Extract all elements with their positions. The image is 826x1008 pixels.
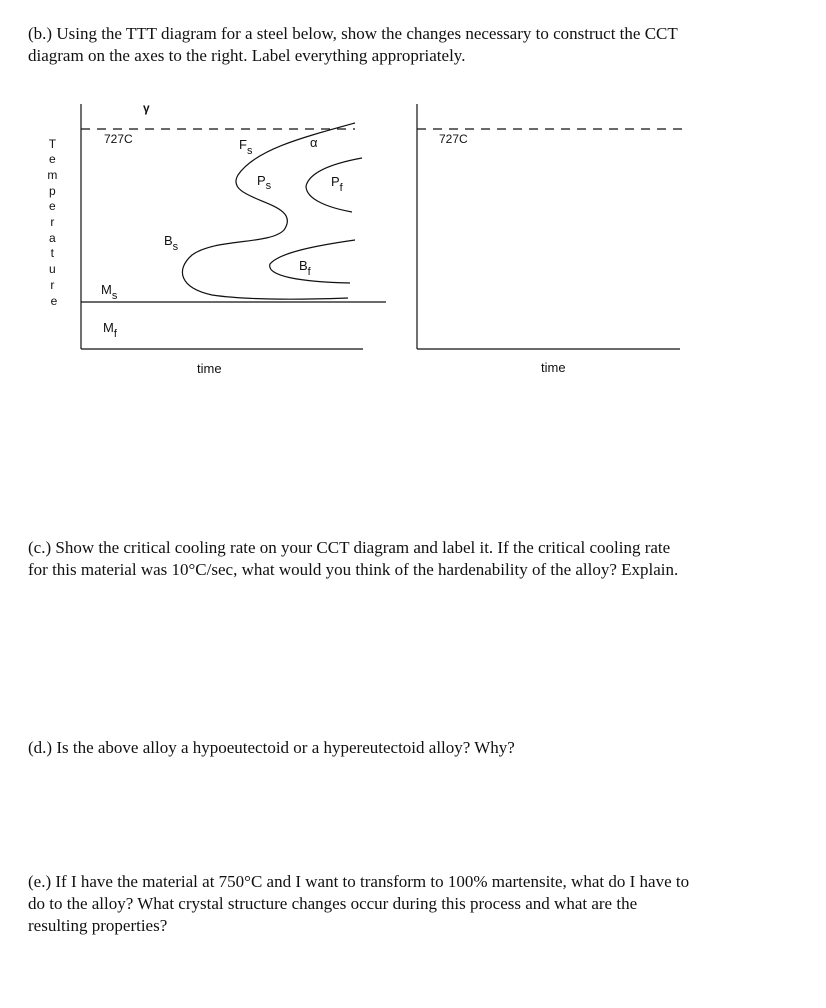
gamma-label: γ: [143, 101, 150, 115]
pearlite-finish-label: $P_f$: [331, 174, 343, 194]
question-d-line-1: (d.) Is the above alloy a hypoeutectoid or a hypereutectoid alloy? Why?: [28, 738, 515, 757]
cct-x-axis-label: time: [541, 360, 566, 375]
ttt-y-axis-label: T e m p e r a t u r e: [47, 137, 58, 308]
cct-labels: [439, 132, 566, 375]
diagrams: [0, 0, 826, 400]
ttt-bainite-finish-curve: [270, 240, 355, 283]
question-e-line-3: resulting properties?: [28, 916, 168, 935]
ttt-eutectoid-label: 727C: [104, 132, 133, 146]
ferrite-start-label: $F_s$: [239, 137, 253, 157]
question-b-line-1: (b.) Using the TTT diagram for a steel below, show the changes necessary to construct the CCT: [28, 24, 678, 43]
question-d: [28, 737, 798, 759]
alpha-label: α: [310, 135, 318, 150]
question-e-line-1: (e.) If I have the material at 750°C and I want to transform to 100% martensite, what do I have to: [28, 872, 690, 891]
question-e-line-2: do to the alloy? What crystal structure changes occur during this process and what are the: [28, 894, 638, 913]
bainite-finish-label: $B_f$: [299, 258, 311, 278]
question-c-line-2: for this material was 10°C/sec, what would you think of the hardenability of the alloy? Explain.: [28, 560, 679, 579]
martensite-start-label: $M_s$: [101, 282, 118, 302]
question-c-line-1: (c.) Show the critical cooling rate on your CCT diagram and label it. If the critical cooling rate: [28, 538, 671, 557]
ttt-labels: [47, 101, 343, 376]
bainite-start-label: $B_s$: [164, 233, 179, 253]
martensite-finish-label: $M_f$: [103, 320, 117, 340]
question-e: [28, 871, 798, 937]
cct-eutectoid-label: 727C: [439, 132, 468, 146]
pearlite-start-label: $P_s$: [257, 173, 272, 192]
question-b-line-2: diagram on the axes to the right. Label everything appropriately.: [28, 46, 466, 65]
ttt-x-axis-label: time: [197, 361, 222, 376]
ttt-ferrite-start-curve: [182, 123, 355, 299]
question-c: [28, 537, 798, 581]
